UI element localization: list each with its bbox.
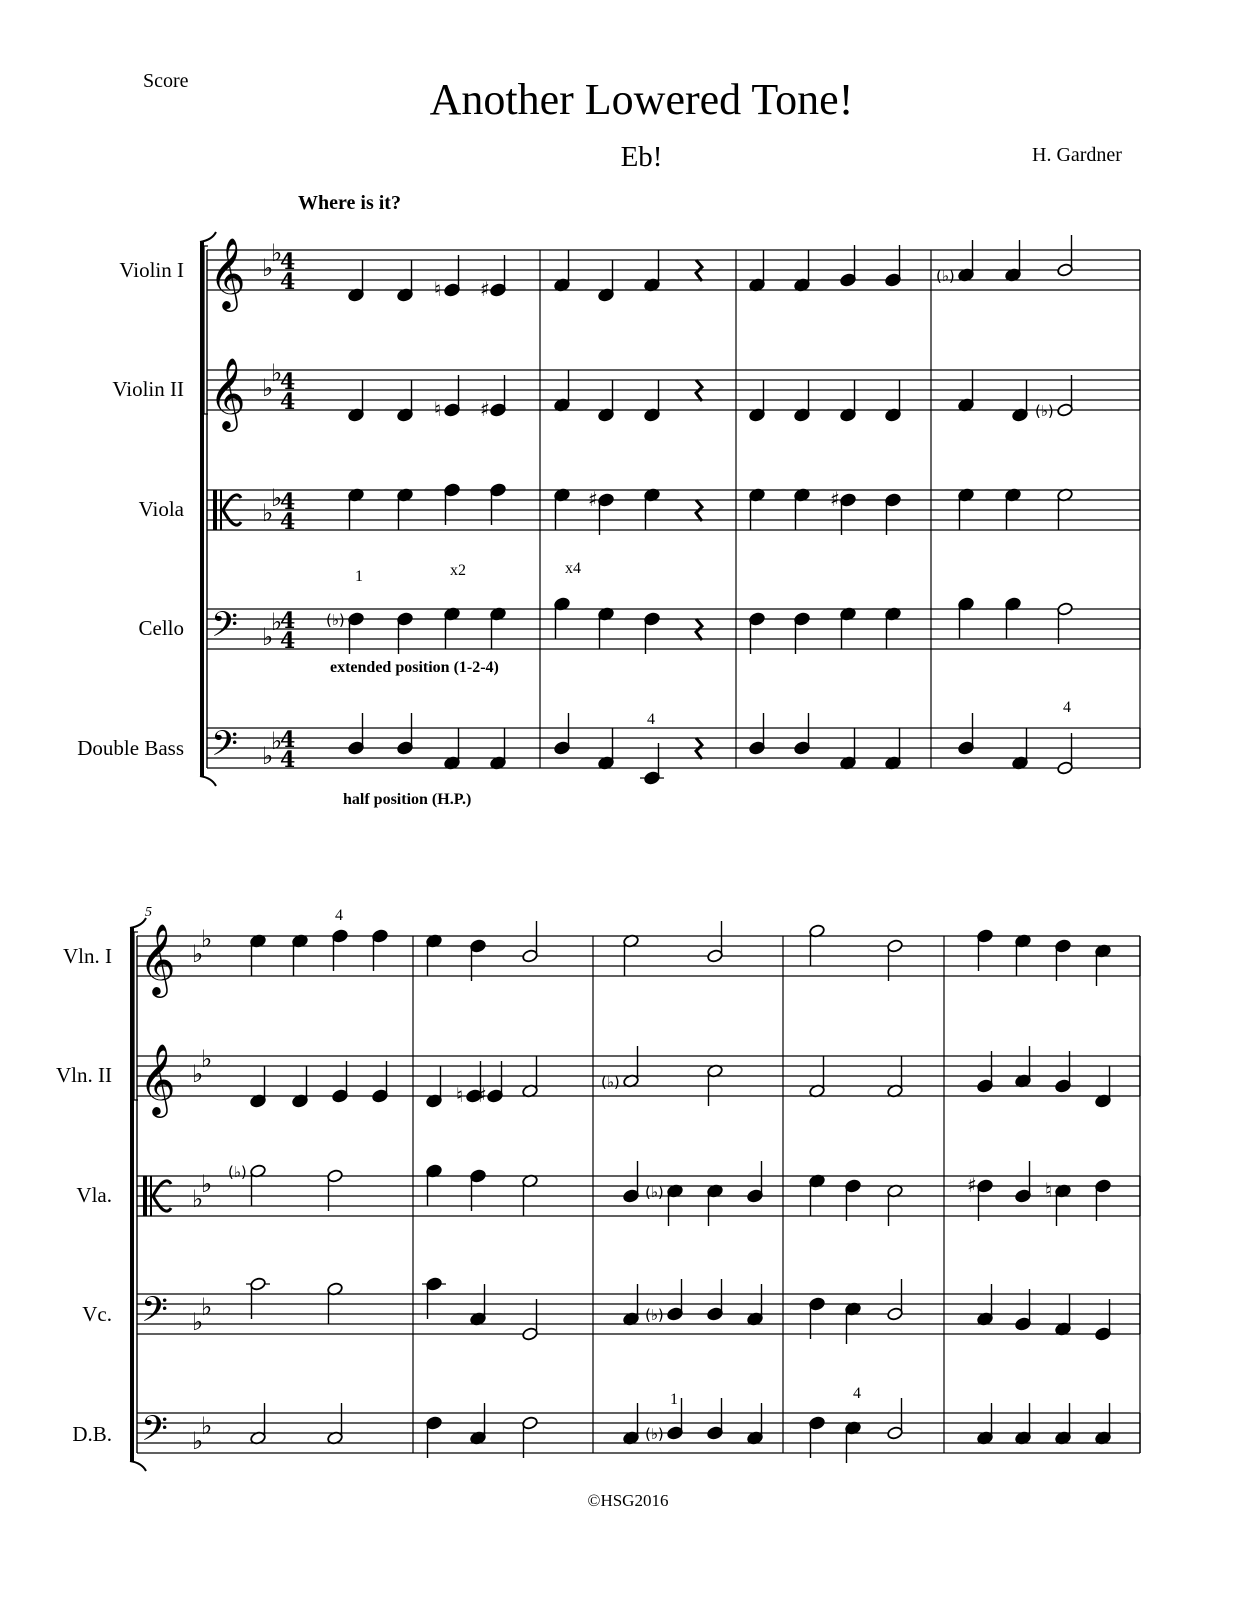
system-bracket [130, 1461, 146, 1471]
treble-clef: 𝄞 [209, 356, 246, 429]
notes-layer [228, 235, 1111, 1463]
bass-clef: 𝄢 [211, 604, 239, 653]
tempo-text: Where is it? [298, 192, 401, 214]
cello-fingering-1: 1 [355, 568, 363, 585]
staff-lines [130, 232, 1140, 1471]
instrument-label-violin-2-short: Vln. II [56, 1063, 112, 1087]
accidental: ♯ [480, 397, 490, 421]
accidental: (♭) [228, 1163, 247, 1181]
flat-sign: ♭ [271, 239, 283, 267]
time-signature: 4 [280, 389, 296, 415]
bass-fingering-m7: 1 [670, 1391, 678, 1408]
flat-sign: ♭ [201, 1170, 213, 1198]
time-signature: 4 [280, 747, 296, 773]
system-bracket [200, 776, 216, 786]
time-signature: 4 [280, 608, 296, 634]
flat-sign: ♭ [271, 484, 283, 512]
time-signature: 4 [280, 269, 296, 295]
cello-shift-x4: x4 [565, 560, 581, 577]
score-label: Score [143, 70, 189, 92]
bass-position-text: half position (H.P.) [343, 791, 472, 808]
accidental: ♯ [588, 487, 598, 511]
flat-sign: ♭ [262, 254, 274, 282]
page-title: Another Lowered Tone! [429, 75, 854, 124]
flat-sign: ♭ [201, 1293, 213, 1321]
flat-sign: ♭ [262, 623, 274, 651]
accidental: (♭) [1035, 402, 1054, 420]
measure-number-5: 5 [145, 905, 152, 920]
time-signature: 4 [280, 369, 296, 395]
instrument-label-violin-1-short: Vln. I [63, 944, 112, 968]
markings-layer [145, 560, 1071, 1408]
time-signature: 4 [280, 509, 296, 535]
accidental: (♭) [645, 1183, 664, 1201]
flat-sign: ♭ [192, 1427, 204, 1455]
instrument-label-double-bass: Double Bass [77, 736, 184, 760]
instrument-label-cello: Cello [138, 616, 184, 640]
flat-sign: ♭ [192, 1185, 204, 1213]
bass-fingering-m4: 4 [1063, 699, 1071, 716]
accidental: (♭) [601, 1073, 620, 1091]
accidental: ♮ [434, 397, 442, 421]
time-signature: 4 [280, 727, 296, 753]
accidental: ♮ [456, 1083, 464, 1107]
flat-sign: ♭ [262, 499, 274, 527]
flat-sign: ♭ [262, 374, 274, 402]
instrument-label-viola: Viola [138, 497, 184, 521]
flat-sign: ♭ [271, 359, 283, 387]
time-signature: 4 [280, 628, 296, 654]
bass-clef: 𝄢 [141, 1408, 169, 1457]
accidental: ♯ [830, 487, 840, 511]
alto-clef [150, 1176, 152, 1216]
bass-fingering-m2: 4 [647, 711, 655, 728]
treble-clef: 𝄞 [139, 1042, 176, 1115]
time-signature: 4 [280, 489, 296, 515]
instrument-label-double-bass-short: D.B. [72, 1422, 112, 1446]
accidental: (♭) [645, 1306, 664, 1324]
accidental: (♭) [936, 267, 955, 285]
cello-shift-x2: x2 [450, 562, 466, 579]
time-signature: 4 [280, 249, 296, 275]
accidental: ♯ [477, 1083, 487, 1107]
instrument-label-violin-1: Violin I [119, 258, 184, 282]
instrument-label-violin-2: Violin II [112, 377, 184, 401]
composer: H. Gardner [1032, 144, 1122, 166]
flat-sign: ♭ [192, 940, 204, 968]
flat-sign: ♭ [262, 742, 274, 770]
treble-clef: 𝄞 [139, 922, 176, 995]
instrument-label-viola-short: Vla. [76, 1183, 112, 1207]
instrument-label-cello-short: Vc. [82, 1302, 112, 1326]
accidental: ♮ [1045, 1178, 1053, 1202]
accidental: ♯ [967, 1173, 977, 1197]
flat-sign: ♭ [201, 1412, 213, 1440]
flat-sign: ♭ [271, 608, 283, 636]
treble-clef: 𝄞 [209, 236, 246, 309]
alto-clef [213, 490, 217, 530]
flat-sign: ♭ [201, 925, 213, 953]
subtitle: Eb! [620, 141, 663, 173]
alto-clef [220, 490, 222, 530]
flat-sign: ♭ [271, 727, 283, 755]
accidental: (♭) [326, 611, 345, 629]
copyright: ©HSG2016 [587, 1491, 669, 1510]
accidental: (♭) [645, 1425, 664, 1443]
flat-sign: ♭ [192, 1308, 204, 1336]
bass-clef: 𝄢 [141, 1289, 169, 1338]
alto-clef [143, 1176, 147, 1216]
bass-fingering-m8: 4 [853, 1385, 861, 1402]
accidental: ♯ [480, 277, 490, 301]
accidental: ♮ [434, 277, 442, 301]
bass-clef: 𝄢 [211, 723, 239, 772]
flat-sign: ♭ [201, 1045, 213, 1073]
cello-position-text: extended position (1-2-4) [330, 659, 499, 676]
violin1-fingering-m5: 4 [335, 907, 343, 924]
flat-sign: ♭ [192, 1060, 204, 1088]
